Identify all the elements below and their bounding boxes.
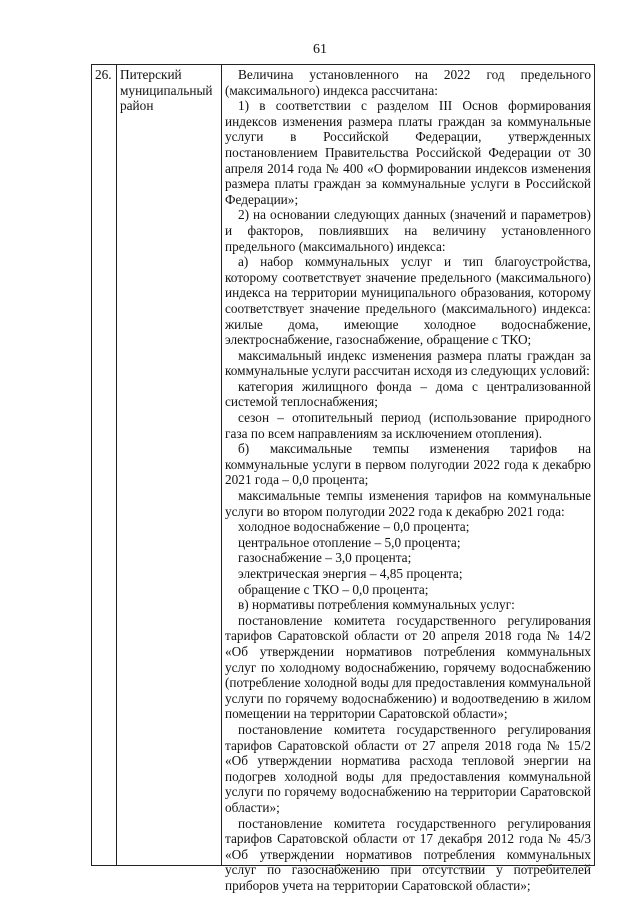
paragraph: в) нормативы потребления коммунальных услуг:: [238, 597, 515, 613]
paragraph: 1) в соответствии с разделом III Основ формирования индексов изменения размера платы граждан за коммунальные услуги в Российской Федерации, утвержденных постановлением Правительства Российской Федерации от 30 апреля 2014 года № 400 «О формировании индексов изменения размера платы граждан за коммунальные услуги в Российской Федерации»;: [225, 98, 591, 207]
paragraph: постановление комитета государственного регулирования тарифов Саратовской области от 27 апреля 2018 года № 15/2 «Об утверждении норматива расхода тепловой энергии на подогрев холодной воды для предоставления коммунальной услуги по горячему водоснабжению на территории Саратовской области»;: [225, 721, 591, 815]
paragraph: постановление комитета государственного регулирования тарифов Саратовской области от 20 апреля 2018 года № 14/2 «Об утверждении нормативов потребления коммунальных услуг по холодному водоснабжению, горячему водоснабжению (потребление холодной воды для предоставления коммунальной услуги по горячему водоснабжению) и водоотведению в жилом помещении на территории Саратовской области»;: [225, 612, 591, 722]
paragraph: центральное отопление – 5,0 процента;: [238, 534, 461, 550]
description-text: [222, 65, 594, 893]
page-number: 61: [313, 42, 327, 57]
paragraph: максимальный индекс изменения размера платы граждан за коммунальные услуги рассчитан исходя из следующих условий:: [225, 347, 591, 379]
paragraph: категория жилищного фонда – дома с централизованной системой теплоснабжения;: [225, 378, 591, 410]
paragraph: газоснабжение – 3,0 процента;: [238, 550, 412, 566]
paragraph: 2) на основании следующих данных (значений и параметров) и факторов, повлиявших на величину установленного предельного (максимального) индекса:: [225, 207, 591, 254]
paragraph: сезон – отопительный период (использование природного газа по всем направлениям за исключением отопления).: [225, 410, 591, 441]
tariff-index-table: [91, 64, 595, 893]
row-number-cell: [92, 65, 117, 866]
district-cell: [117, 65, 222, 866]
paragraph: постановление комитета государственного регулирования тарифов Саратовской области от 17 декабря 2012 года № 45/3 «Об утверждении нормативов потребления коммунальных услуг по газоснабжению при отсутствии у потребителей приборов учета на территории Саратовской области»;: [225, 815, 591, 893]
description-cell: [222, 65, 595, 893]
paragraph: б) максимальные темпы изменения тарифов на коммунальные услуги в первом полугодии 2022 года к декабрю 2021 года – 0,0 процента;: [225, 441, 591, 488]
paragraph: холодное водоснабжение – 0,0 процента;: [238, 519, 470, 535]
row-number: 26.: [95, 67, 112, 82]
table-row: [92, 65, 595, 866]
paragraph: электрическая энергия – 4,85 процента;: [238, 566, 463, 581]
paragraph: обращение с ТКО – 0,0 процента;: [238, 581, 429, 597]
paragraph: максимальные темпы изменения тарифов на коммунальные услуги во втором полугодии 2022 года к декабрю 2021 года:: [225, 488, 591, 519]
paragraph: Величина установленного на 2022 год предельного (максимального) индекса рассчитана:: [225, 67, 591, 98]
district-name: Питерский муниципальный район: [120, 67, 213, 114]
paragraph: а) набор коммунальных услуг и тип благоустройства, которому соответствует значение предельного (максимального) индекса на территории муниципального образования, которому соответствует значение предельного (максимального) индекса: жилые дома, имеющие холодное водоснабжение, электроснабжение, газоснабжение, обращение с ТКО;: [225, 254, 591, 348]
